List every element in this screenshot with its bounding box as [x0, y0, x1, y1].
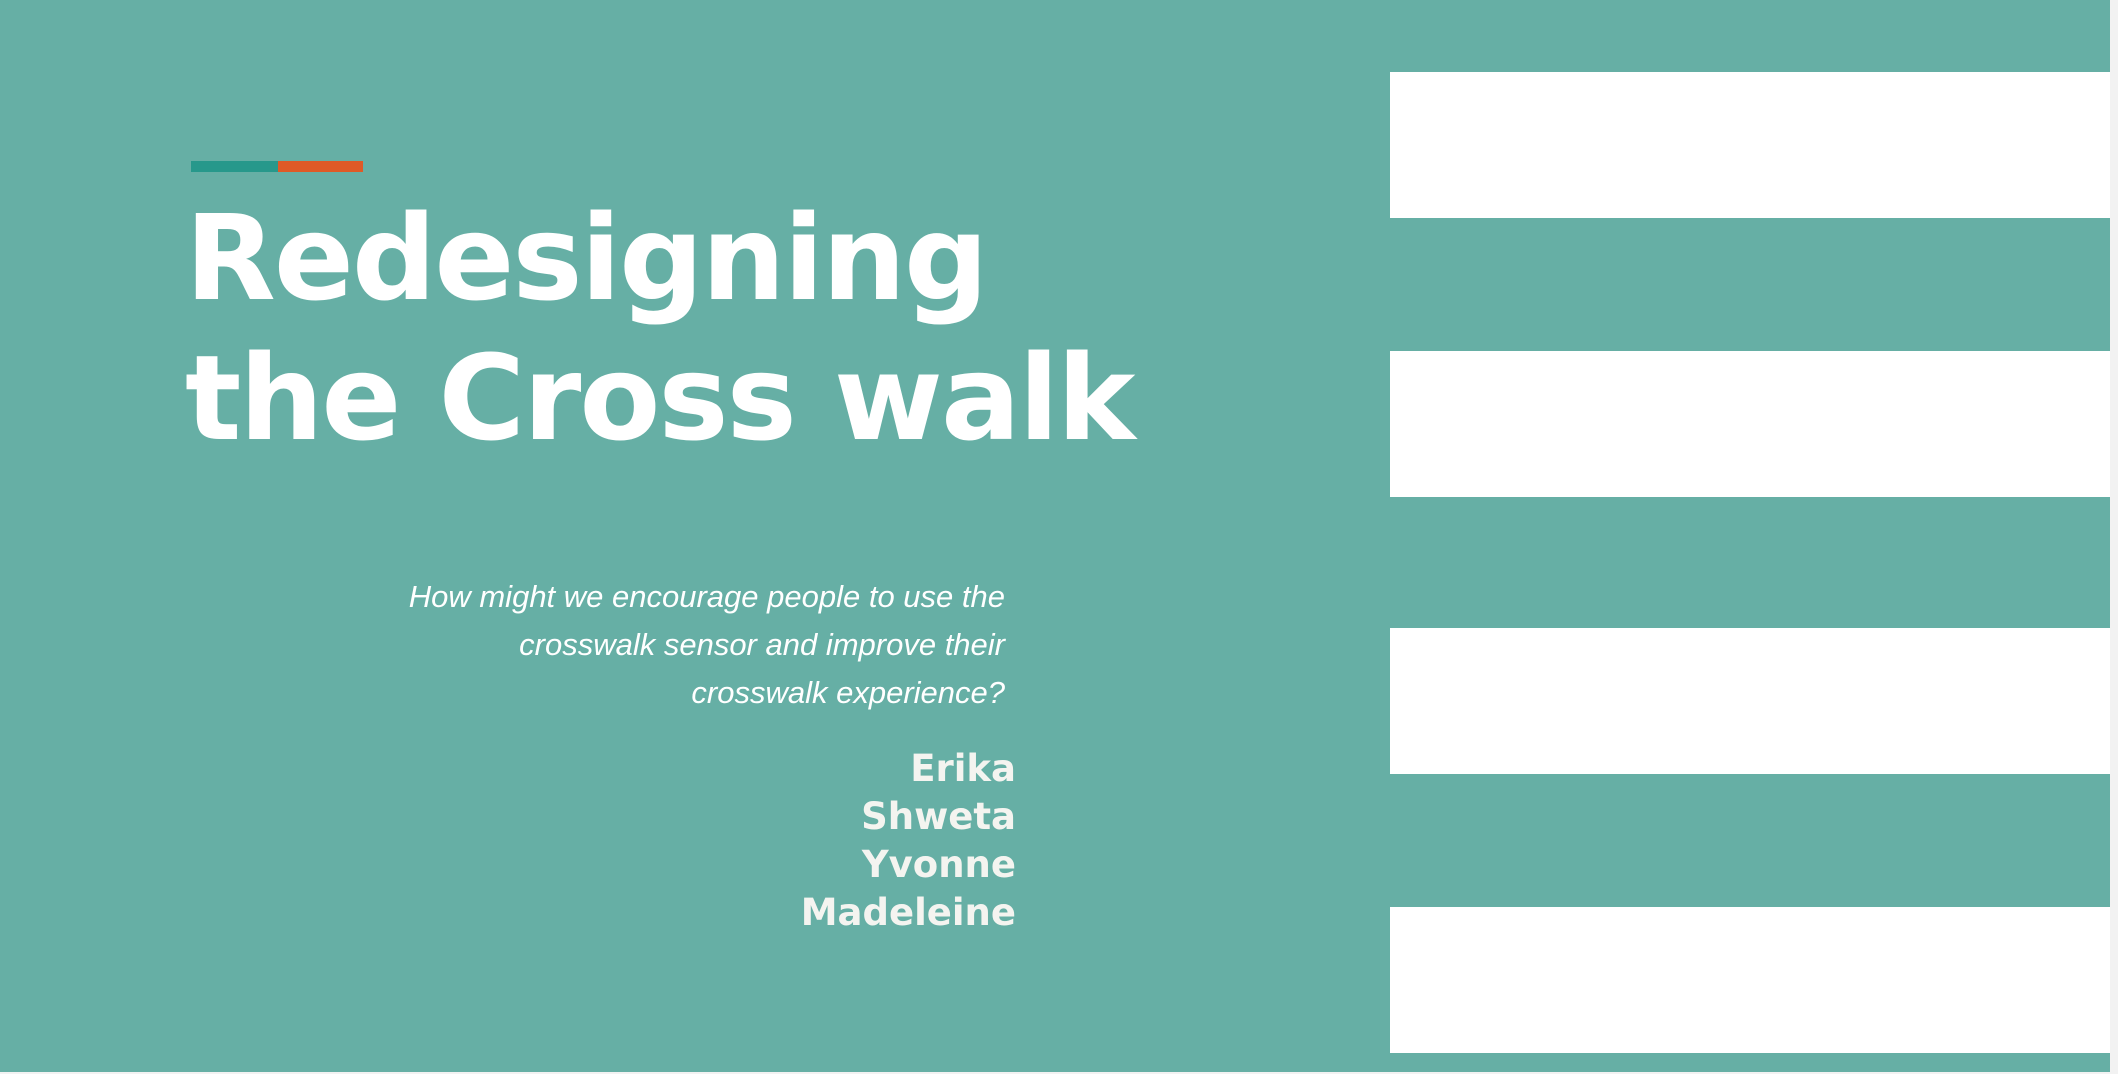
author-list [700, 745, 1016, 937]
slide-subtitle [300, 573, 1005, 717]
crosswalk-stripe [1390, 628, 2110, 774]
accent-bar [191, 161, 363, 172]
author-name: Yvonne [861, 843, 1016, 886]
slide-subtitle-line-2: crosswalk sensor and improve their [519, 627, 1005, 662]
crosswalk-stripe [1390, 72, 2110, 218]
slide-title-line-1: Redesigning [185, 189, 987, 327]
author-name: Erika [910, 747, 1016, 790]
accent-bar-orange [278, 161, 363, 172]
crosswalk-stripe [1390, 907, 2110, 1053]
slide-subtitle-line-3: crosswalk experience? [691, 675, 1005, 710]
page-edge [2110, 0, 2118, 1074]
author-name: Shweta [861, 795, 1016, 838]
crosswalk-stripe [1390, 351, 2110, 497]
author-name: Madeleine [800, 891, 1016, 934]
accent-bar-teal [191, 161, 278, 172]
slide-title [185, 188, 1134, 468]
slide-subtitle-line-1: How might we encourage people to use the [408, 579, 1005, 614]
slide-title-line-2: the Cross walk [185, 329, 1134, 467]
